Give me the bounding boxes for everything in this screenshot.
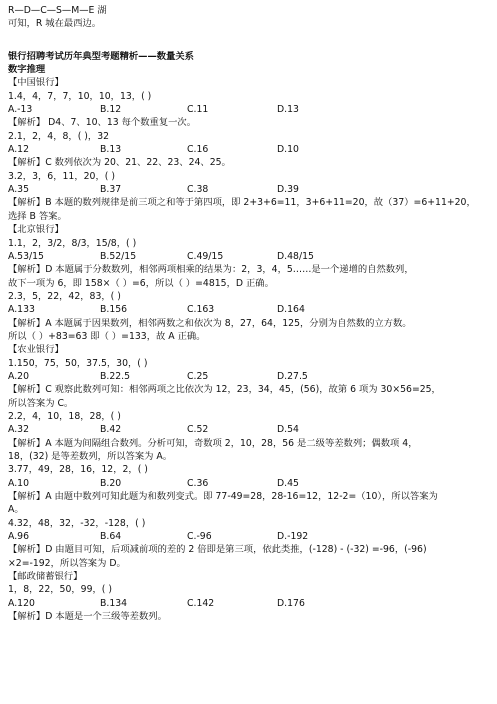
- question-text: 1.4，4，7，7，10，10，13，( ): [8, 90, 152, 102]
- question-text: 3.77，49，28，16，12，2，( ): [8, 464, 148, 476]
- answer-option: C.25: [187, 370, 209, 382]
- section-subtitle: 数字推理: [8, 64, 46, 76]
- section-title: 银行招聘考试历年典型考题精析——数量关系: [8, 50, 194, 62]
- answer-option: C.142: [187, 597, 215, 609]
- question-text: 4.32，48，32，-32，-128，( ): [8, 517, 146, 529]
- answer-option: A.20: [8, 370, 29, 382]
- answer-option: A.120: [8, 597, 35, 609]
- answer-options: [8, 477, 492, 490]
- answer-option: C.36: [187, 477, 209, 489]
- answer-option: D.27.5: [277, 370, 308, 382]
- answer-option: B.64: [100, 531, 122, 543]
- answer-options: [8, 597, 492, 610]
- answer-option: D.-192: [277, 531, 309, 543]
- question-group-beijing: [8, 237, 492, 344]
- analysis-line: 【解析】B 本题的数列规律是前三项之和等于第四项，即 2+3+6=11，3+6+11=20，故（37）=6+11+20，: [8, 197, 476, 209]
- answer-options: [8, 530, 492, 543]
- answer-option: D.176: [277, 597, 305, 609]
- answer-option: D.48/15: [277, 250, 314, 262]
- analysis-line: 所以（ ）+83=63 即（ ）=133，故 A 正确。: [8, 330, 206, 342]
- bank-heading-china: 【中国银行】: [8, 77, 64, 89]
- spacer: [8, 31, 492, 50]
- analysis-line: 【解析】A 由题中数列可知此题为和数列变式。即 77-49=28，28-16=12，12-2=（10），所以答案为: [8, 491, 438, 503]
- question-text: 1.1，2，3/2，8/3，15/8，( ): [8, 237, 137, 249]
- answer-option: B.12: [100, 104, 122, 116]
- answer-options: [8, 103, 492, 116]
- analysis-line: 【解析】C 数列依次为 20、21、22、23、24、25。: [8, 157, 231, 169]
- question-text: 2.3，5，22，42，83，( ): [8, 290, 121, 302]
- answer-option: B.156: [100, 304, 128, 316]
- answer-options: [8, 143, 492, 156]
- answer-option: A.133: [8, 304, 35, 316]
- answer-options: [8, 303, 492, 316]
- analysis-line: A。: [8, 504, 24, 516]
- answer-option: B.52/15: [100, 250, 137, 262]
- answer-option: B.13: [100, 144, 122, 156]
- answer-option: C.16: [187, 144, 209, 156]
- analysis-line: 【解析】C 观察此数列可知：相邻两项之比依次为 12，23，34，45，(56)，故第 6 项为 30×56=25，: [8, 384, 441, 396]
- answer-option: A.35: [8, 184, 29, 196]
- answer-option: C.163: [187, 304, 215, 316]
- document-page: [8, 4, 492, 623]
- answer-option: B.42: [100, 424, 122, 436]
- question-group-postal: [8, 583, 492, 623]
- answer-options: [8, 183, 492, 196]
- bank-heading-beijing: 【北京银行】: [8, 224, 64, 236]
- intro-line-2: 可知，R 城在最西边。: [8, 18, 102, 30]
- answer-option: A.96: [8, 531, 29, 543]
- answer-option: A.53/15: [8, 250, 44, 262]
- analysis-line: 【解析】A 本题为间隔组合数列。分析可知，奇数项 2，10，28，56 是二级等差数列；偶数项 4，: [8, 437, 418, 449]
- analysis-line: 【解析】D 由题目可知，后项减前项的差的 2 倍即是第三项，依此类推，(-128) - (-32) =-96，(-96): [8, 544, 427, 556]
- question-text: 1.150，75，50，37.5，30，( ): [8, 357, 148, 369]
- analysis-line: 所以答案为 C。: [8, 397, 74, 409]
- answer-option: B.22.5: [100, 370, 131, 382]
- answer-option: D.39: [277, 184, 299, 196]
- answer-option: A.-13: [8, 104, 33, 116]
- analysis-line: 【解析】 D4、7、10、13 每个数重复一次。: [8, 117, 197, 129]
- analysis-line: 故下一项为 6，即 158×（ ）=6，所以（ ）=4815，D 正确。: [8, 277, 274, 289]
- answer-option: D.164: [277, 304, 305, 316]
- answer-options: [8, 423, 492, 436]
- answer-option: C.49/15: [187, 250, 224, 262]
- bank-heading-postal: 【邮政储蓄银行】: [8, 571, 83, 583]
- answer-option: D.10: [277, 144, 299, 156]
- answer-option: C.52: [187, 424, 209, 436]
- answer-option: D.54: [277, 424, 299, 436]
- answer-option: C.-96: [187, 531, 212, 543]
- question-text: 2.2，4，10，18，28，( ): [8, 410, 121, 422]
- answer-option: D.45: [277, 477, 299, 489]
- analysis-line: 18，(32) 是等差数列，所以答案为 A。: [8, 451, 173, 462]
- answer-option: A.32: [8, 424, 29, 436]
- answer-options: [8, 370, 492, 383]
- analysis-line: 【解析】A 本题属于因果数列，相邻两数之和依次为 8，27，64，125，分别为自然数的立方数。: [8, 317, 412, 329]
- question-text: 2.1，2，4，8，( )，32: [8, 130, 110, 142]
- answer-option: A.12: [8, 144, 29, 156]
- question-text: 3.2，3，6，11，20，( ): [8, 170, 115, 182]
- analysis-line: 选择 B 答案。: [8, 210, 67, 222]
- intro-line-1: R—D—C—S—M—E 湖: [8, 5, 107, 16]
- answer-option: B.20: [100, 477, 122, 489]
- answer-option: C.38: [187, 184, 209, 196]
- analysis-line: 【解析】D 本题是一个三级等差数列。: [8, 611, 167, 623]
- analysis-line: ×2=-192，所以答案为 D。: [8, 557, 126, 569]
- answer-option: C.11: [187, 104, 209, 116]
- answer-option: A.10: [8, 477, 29, 489]
- answer-options: [8, 250, 492, 263]
- bank-heading-agri: 【农业银行】: [8, 344, 64, 356]
- answer-option: B.134: [100, 597, 128, 609]
- question-text: 1，8，22，50，99，( ): [8, 584, 113, 596]
- question-group-china: [8, 90, 492, 223]
- analysis-line: 【解析】D 本题属于分数数列，相邻两项相乘的结果为：2，3，4，5……是一个递增的自然数列，: [8, 264, 414, 276]
- answer-option: B.37: [100, 184, 122, 196]
- answer-option: D.13: [277, 104, 299, 116]
- question-group-agri: [8, 357, 492, 571]
